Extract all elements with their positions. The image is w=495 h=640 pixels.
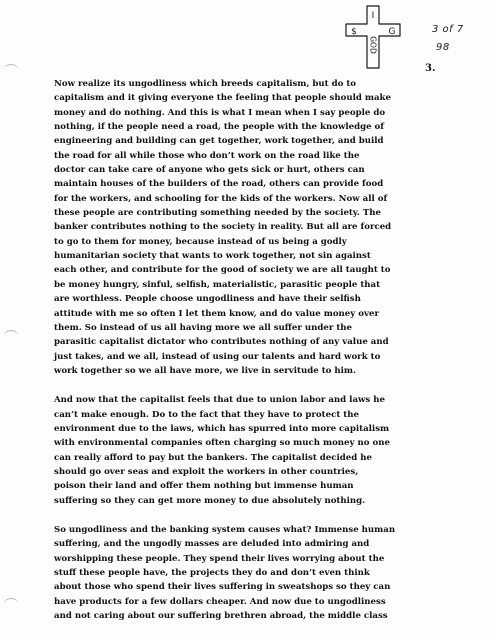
text-line: just takes, and we all, instead of using our talents and hard work to: [54, 351, 381, 362]
text-line: Now realize its ungodliness which breeds capitalism, but do to: [54, 79, 357, 89]
text-line: doctor can take care of anyone who gets sick or hurt, others can: [54, 165, 365, 176]
document-body: [54, 77, 472, 623]
text-line: work together so we all have more, we live in servitude to him.: [54, 365, 356, 376]
text-line: them. So instead of us all having more we all suffer under the: [54, 322, 353, 333]
paragraph-spacer: [54, 378, 472, 393]
text-line: engineering and building can get together, work together, and build: [54, 136, 384, 147]
text-line: for the workers, and schooling for the kids of the workers. Now all of: [54, 193, 388, 204]
paragraph: [54, 77, 472, 378]
text-line: suffering so they can get more money to due absolutely nothing.: [54, 495, 366, 506]
text-line: have products for a few dollars cheaper. And now due to ungodliness: [54, 596, 386, 607]
cross-right-mark: G: [388, 27, 396, 37]
text-line: these people are contributing something needed by the society. The: [54, 208, 381, 219]
binder-mark: [4, 330, 18, 341]
text-line: with environmental companies often charging so much money no one: [54, 438, 390, 449]
text-line: attitude with me so often I let them know, and do value money over: [54, 308, 379, 319]
text-line: And now that the capitalist feels that due to union labor and laws he: [54, 395, 385, 406]
text-line: maintain houses of the builders of the road, others can provide food: [54, 179, 384, 190]
text-line: capitalism and it giving everyone the feeling that people should make: [54, 93, 391, 104]
text-line: So ungodliness and the banking system causes what? Immense human: [54, 524, 396, 535]
text-line: can’t make enough. Do to the fact that they have to protect the: [54, 409, 359, 420]
handwritten-year: 98: [436, 42, 450, 53]
text-line: the road for all while those who don’t work on the road like the: [54, 150, 360, 161]
text-line: stuff these people have, the projects they do and don’t even think: [54, 568, 370, 578]
text-line: can really afford to pay but the bankers. The capitalist decided he: [54, 452, 372, 463]
paragraph-spacer: [54, 508, 472, 523]
paragraph: [54, 523, 472, 623]
paragraph: [54, 393, 472, 508]
cross-vertical-word: GOD: [368, 36, 378, 54]
binder-mark: [4, 64, 18, 75]
text-line: suffering, and the ungodly masses are deluded into admiring and: [54, 539, 370, 550]
text-line: each other, and contribute for the good of society we are all taught to: [54, 265, 391, 276]
text-line: banker contributes nothing to the society in reality. But all are forced: [54, 222, 392, 233]
page-number: 3.: [425, 63, 436, 74]
text-line: be money hungry, sinful, selfish, materialistic, parasitic people that: [54, 279, 381, 290]
text-line: are worthless. People choose ungodliness and have their selfish: [54, 294, 361, 305]
cross-left-mark: $: [351, 27, 357, 37]
text-line: parasitic capitalist dictator who contributes nothing of any value and: [54, 337, 389, 348]
text-line: humanitarian society that wants to work together, not sin against: [54, 251, 371, 262]
text-line: nothing, if the people need a road, the people with the knowledge of: [54, 122, 384, 133]
text-line: poison their land and offer them nothing but immense human: [54, 481, 354, 492]
binder-mark: [4, 598, 18, 609]
text-line: and not caring about our suffering brethren abroad, the middle class: [54, 611, 388, 622]
text-line: money and do nothing. And this is what I mean when I say people do: [54, 107, 386, 118]
handwritten-page-count: 3 of 7: [432, 24, 464, 35]
text-line: worshipping these people. They spend their lives worrying about the: [54, 553, 385, 564]
text-line: should go over seas and exploit the workers in other countries,: [54, 466, 359, 477]
text-line: environment due to the laws, which has spurred into more capitalism: [54, 423, 390, 434]
text-line: about those who spend their lives suffering in sweatshops so they can: [54, 582, 391, 593]
text-line: to go to them for money, because instead of us being a godly: [54, 236, 347, 247]
hand-drawn-cross-icon: [340, 4, 408, 70]
cross-top-mark: I: [371, 11, 375, 21]
